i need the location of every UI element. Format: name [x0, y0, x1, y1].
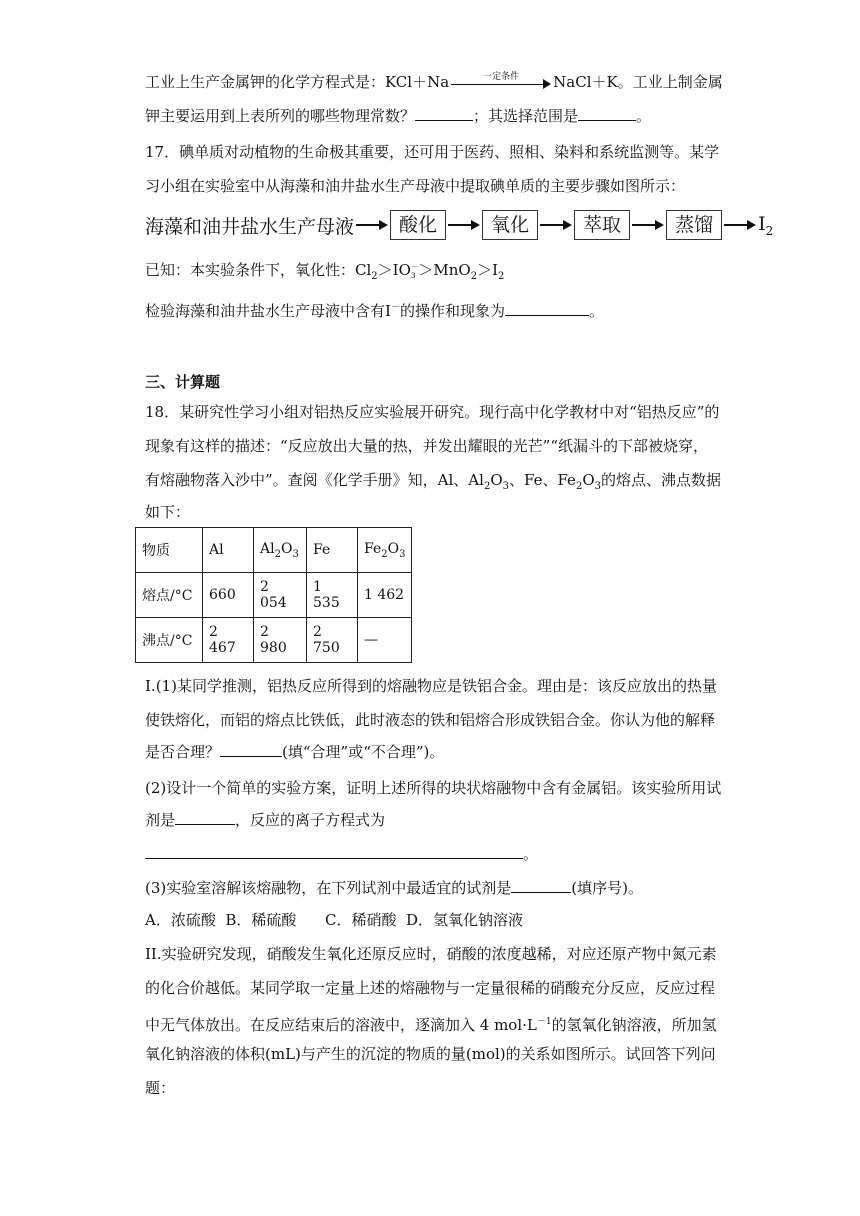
table-cell: 2 980 — [254, 618, 307, 663]
table-row — [136, 573, 412, 618]
answer-blank[interactable] — [175, 810, 235, 825]
table-cell: — — [358, 618, 412, 663]
arrow-icon — [724, 220, 756, 230]
table-cell: $Fe_2O_3$ — [358, 528, 412, 573]
arrow-icon — [632, 220, 664, 230]
q16-question-line — [145, 106, 651, 126]
table-cell: Fe — [307, 528, 358, 573]
q18-line-1: 18．某研究性学习小组对铝热反应实验展开研究。现行高中化学教材中对“铝热反应”的 — [145, 403, 720, 421]
table-cell: 物质 — [136, 528, 203, 573]
table-cell: 沸点/°C — [136, 618, 203, 663]
q16-question-end: 。 — [636, 107, 652, 125]
iodine-extraction-flowchart — [145, 208, 773, 242]
q18-part-ii-line-4: 氧化钠溶液的体积(mL)与产生的沉淀的物质的量(mol)的关系如图所示。试回答下列问 — [145, 1045, 716, 1063]
q18-part1-line-2: 使铁熔化，而铝的熔点比铁低，此时液态的铁和铝熔合形成铁铝合金。你认为他的解释 — [145, 711, 716, 729]
q18-part3-line-1: (3)实验室溶解该熔融物，在下列试剂中最适宜的试剂是 (填序号)。 — [145, 879, 643, 897]
table-header-row — [136, 528, 412, 573]
q18-part2-line-2: 剂是 ，反应的离子方程式为 — [145, 811, 386, 829]
q18-part2-line-3: 。 — [145, 844, 538, 864]
flow-step-acidify: 酸化 — [390, 210, 446, 240]
q18-line-2: 现象有这样的描述：“反应放出大量的热，并发出耀眼的光芒”“纸漏斗的下部被烧穿， — [145, 437, 709, 455]
answer-blank[interactable] — [578, 106, 636, 121]
q17-test-question: 检验海藻和油井盐水生产母液中含有I－的操作和现象为 。 — [145, 302, 604, 320]
q18-part2-line-1: (2)设计一个简单的实验方案，证明上述所得的块状熔融物中含有金属铝。该实验所用试 — [145, 779, 722, 797]
answer-blank[interactable] — [505, 301, 589, 316]
flow-step-extract: 萃取 — [574, 210, 630, 240]
answer-blank-long[interactable] — [145, 844, 523, 859]
table-cell: Al — [203, 528, 254, 573]
q16-question-text: 钾主要运用到上表所列的哪些物理常数？ — [145, 107, 416, 125]
q18-part-ii-line-1: II.实验研究发现，硝酸发生氧化还原反应时，硝酸的浓度越稀，对应还原产物中氮元素 — [145, 945, 717, 963]
q18-part1-line-3: 是否合理？ (填“合理”或“不合理”)。 — [145, 743, 445, 761]
q17-line-1: 17．碘单质对动植物的生命极其重要，还可用于医药、照相、染料和系统监测等。某学 — [145, 143, 720, 161]
table-cell: 2 750 — [307, 618, 358, 663]
q18-part3-options: A．浓硫酸 B．稀硫酸 C．稀硝酸 D．氢氧化钠溶液 — [145, 911, 524, 929]
table-cell: 2 467 — [203, 618, 254, 663]
arrow-icon — [356, 220, 388, 230]
reaction-condition: 一定条件 — [483, 72, 520, 82]
flow-step-oxidize: 氧化 — [482, 210, 538, 240]
table-cell: 1 535 — [307, 573, 358, 618]
q17-line-2: 习小组在实验室中从海藻和油井盐水生产母液中提取碘单质的主要步骤如图所示： — [145, 177, 686, 195]
answer-blank[interactable] — [220, 742, 282, 757]
q18-part1-line-1: I.(1)某同学推测，铝热反应所得到的熔融物应是铁铝合金。理由是：该反应放出的热量 — [145, 677, 717, 695]
answer-blank[interactable] — [415, 106, 473, 121]
q16-equation-left: 工业上生产金属钾的化学方程式是：KCl＋Na — [145, 73, 450, 91]
q18-part-ii-line-3: 中无气体放出。在反应结束后的溶液中，逐滴加入 4 $mol\cdot L^{-1}$的氢氧化钠溶液，所加氢 — [145, 1016, 717, 1034]
q18-part-ii-line-2: 的化合价越低。某同学取一定量上述的熔融物与一定量很稀的硝酸充分反应，反应过程 — [145, 979, 716, 997]
flow-end-product: $I_2$ — [758, 212, 774, 238]
section-title: 三、计算题 — [145, 373, 221, 391]
arrow-icon — [448, 220, 480, 230]
q18-line-4: 如下： — [145, 503, 191, 521]
table-cell: 熔点/°C — [136, 573, 203, 618]
answer-blank[interactable] — [511, 878, 571, 893]
arrow-icon — [540, 220, 572, 230]
q16-question-text-2: ；其选择范围是 — [473, 107, 579, 125]
q18-line-3: 有熔融物落入沙中”。查阅《化学手册》知，Al、$Al_2O_3$、Fe、$Fe_2O_3$的熔点、沸点数据 — [145, 471, 722, 492]
melting-boiling-point-table — [135, 527, 412, 663]
flow-step-distill: 蒸馏 — [666, 210, 722, 240]
table-row — [136, 618, 412, 663]
table-cell: 660 — [203, 573, 254, 618]
table-cell: $Al_2O_3$ — [254, 528, 307, 573]
reaction-arrow — [451, 72, 551, 90]
q18-part-ii-line-5: 题： — [145, 1079, 176, 1097]
table-cell: 1 462 — [358, 573, 412, 618]
q17-known-oxidizing-order: 已知：本实验条件下，氧化性：$Cl_2>IO$ － 3 $>MnO_2>I_2$ — [145, 261, 505, 282]
flow-start-label: 海藻和油井盐水生产母液 — [145, 215, 355, 238]
q16-equation-right: NaCl＋K。工业上制金属 — [553, 73, 723, 91]
table-cell: 2 054 — [254, 573, 307, 618]
q16-equation-line — [145, 72, 723, 92]
